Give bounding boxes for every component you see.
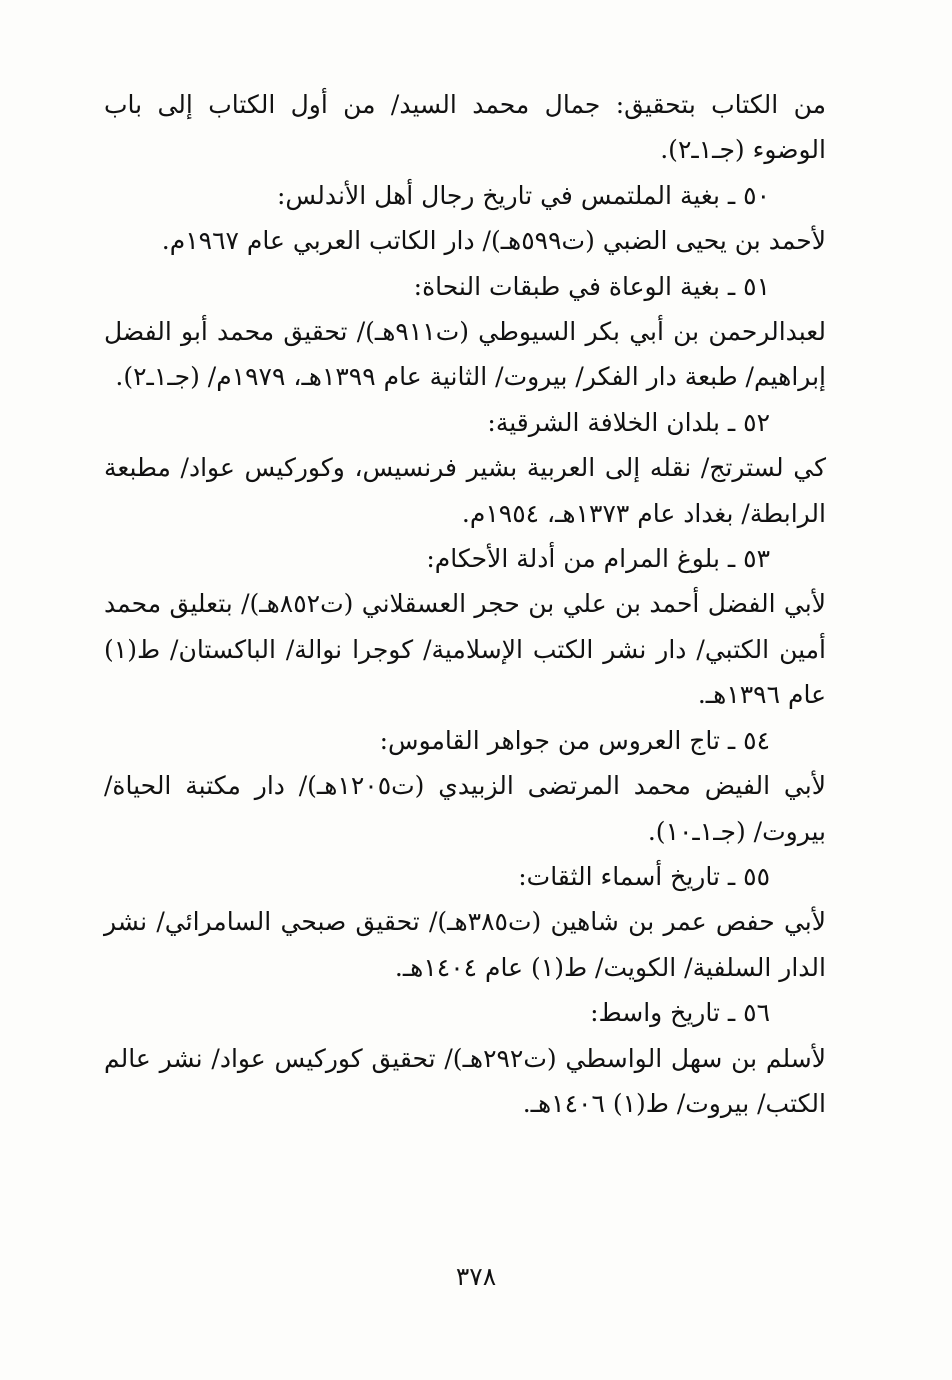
entry-continuation: من الكتاب بتحقيق: جمال محمد السيد/ من أول الكتاب إلى باب الوضوء (جـ١ـ٢). [104, 90, 826, 165]
bibliography-text [104, 82, 826, 1126]
entry-details-51: لعبدالرحمن بن أبي بكر السيوطي (ت٩١١هـ)/ تحقيق محمد أبو الفضل إبراهيم/ طبعة دار الفكر/ بيروت/ الثانية عام ١٣٩٩هـ، ١٩٧٩م/ (جـ١ـ٢). [104, 317, 826, 392]
entry-heading-50: ٥٠ ـ بغية الملتمس في تاريخ رجال أهل الأندلس: [277, 180, 770, 210]
entry-heading-55: ٥٥ ـ تاريخ أسماء الثقات: [518, 861, 770, 891]
entry-heading-51: ٥١ ـ بغية الوعاة في طبقات النحاة: [413, 271, 770, 301]
entry-heading-52: ٥٢ ـ بلدان الخلافة الشرقية: [487, 407, 770, 437]
entry-details-54: لأبي الفيض محمد المرتضى الزبيدي (ت١٢٠٥هـ)/ دار مكتبة الحياة/ بيروت/ (جـ١ـ١٠). [104, 771, 826, 846]
entry-heading-56: ٥٦ ـ تاريخ واسط: [590, 998, 770, 1028]
page-number: ٣٧٨ [455, 1262, 497, 1291]
entry-details-52: كي لسترتج/ نقله إلى العربية بشير فرنسيس، وكوركيس عواد/ مطبعة الرابطة/ بغداد عام ١٣٧٣هـ، ١٩٥٤م. [104, 453, 826, 528]
entry-details-53: لأبي الفضل أحمد بن علي بن حجر العسقلاني (ت٨٥٢هـ)/ بتعليق محمد أمين الكتبي/ دار نشر الكتب الإسلامية/ كوجرا نوالة/ الباكستان/ ط(١) عام ١٣٩٦هـ. [104, 589, 826, 710]
entry-heading-53: ٥٣ ـ بلوغ المرام من أدلة الأحكام: [426, 544, 770, 574]
entry-details-50: لأحمد بن يحيى الضبي (ت٥٩٩هـ)/ دار الكاتب العربي عام ١٩٦٧م. [161, 226, 826, 256]
entry-heading-54: ٥٤ ـ تاج العروس من جواهر القاموس: [379, 725, 770, 755]
entry-details-55: لأبي حفص عمر بن شاهين (ت٣٨٥هـ)/ تحقيق صبحي السامرائي/ نشر الدار السلفية/ الكويت/ ط(١) عام ١٤٠٤هـ. [104, 907, 826, 982]
entry-details-56: لأسلم بن سهل الواسطي (ت٢٩٢هـ)/ تحقيق كوركيس عواد/ نشر عالم الكتب/ بيروت/ ط(١) ١٤٠٦هـ. [104, 1043, 826, 1118]
